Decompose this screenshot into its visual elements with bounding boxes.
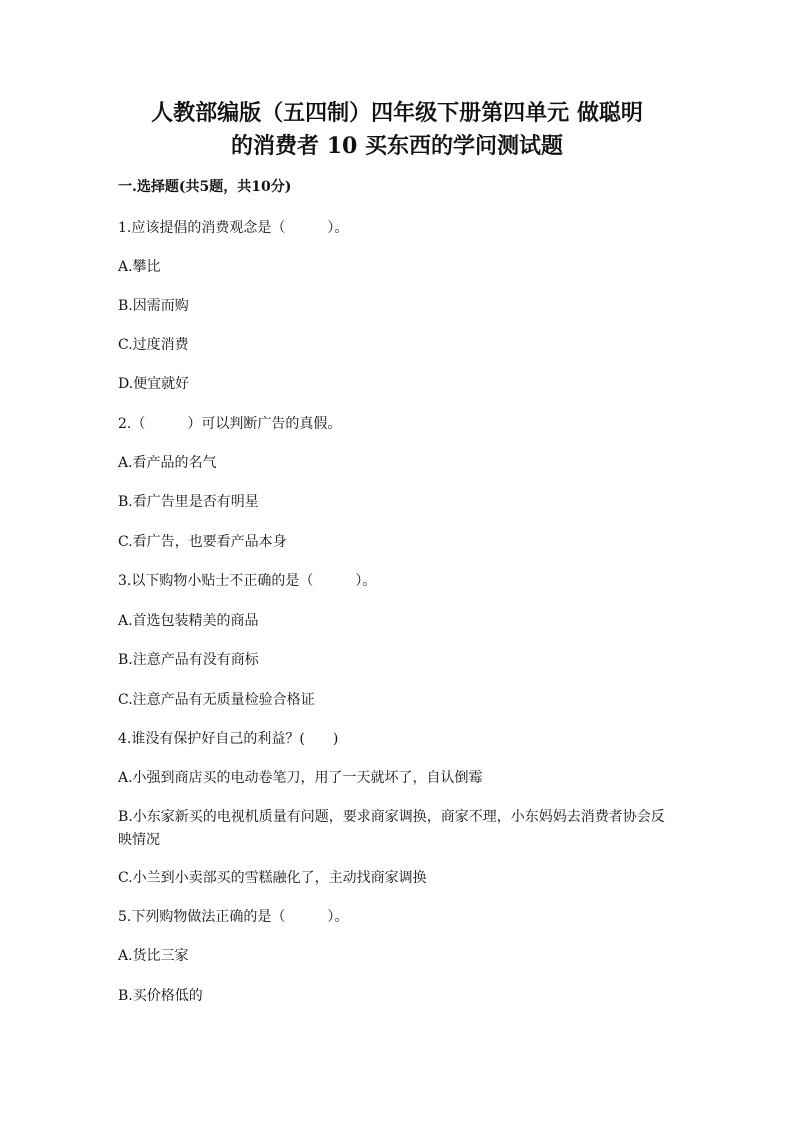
question-4-option-c: C.小兰到小卖部买的雪糕融化了，主动找商家调换 xyxy=(118,870,427,886)
question-5-option-a: A.货比三家 xyxy=(118,948,189,964)
question-2-stem: 2.（ ）可以判断广告的真假。 xyxy=(118,416,342,432)
question-5-stem: 5.下列购物做法正确的是（ ）。 xyxy=(118,909,349,925)
question-4-option-b: B.小东家新买的电视机质量有问题，要求商家调换，商家不理，小东妈妈去消费者协会反映情况 xyxy=(118,809,665,848)
question-3-option-a: A.首选包装精美的商品 xyxy=(118,613,259,629)
question-1-option-d: D.便宜就好 xyxy=(118,376,190,392)
question-1-option-b: B.因需而购 xyxy=(118,298,189,314)
question-1-stem: 1.应该提倡的消费观念是（ ）。 xyxy=(118,220,349,236)
question-4-stem: 4.谁没有保护好自己的利益？( ) xyxy=(118,731,339,747)
section-heading: 一.选择题(共5题，共10分) xyxy=(118,179,292,195)
question-2-option-a: A.看产品的名气 xyxy=(118,455,217,471)
question-3-option-c: C.注意产品有无质量检验合格证 xyxy=(118,692,315,708)
question-4-option-a: A.小强到商店买的电动卷笔刀，用了一天就坏了，自认倒霉 xyxy=(118,770,483,786)
question-1-option-c: C.过度消费 xyxy=(118,337,189,353)
question-5-option-b: B.买价格低的 xyxy=(118,988,203,1004)
question-3-option-b: B.注意产品有没有商标 xyxy=(118,652,259,668)
document-title-line-2: 的消费者 10 买东西的学问测试题 xyxy=(231,133,563,159)
question-2-option-c: C.看广告，也要看产品本身 xyxy=(118,534,287,550)
question-2-option-b: B.看广告里是否有明星 xyxy=(118,494,259,510)
document-title-line-1: 人教部编版（五四制）四年级下册第四单元 做聪明 xyxy=(151,100,643,126)
question-3-stem: 3.以下购物小贴士不正确的是（ ）。 xyxy=(118,573,377,589)
question-1-option-a: A.攀比 xyxy=(118,259,161,275)
